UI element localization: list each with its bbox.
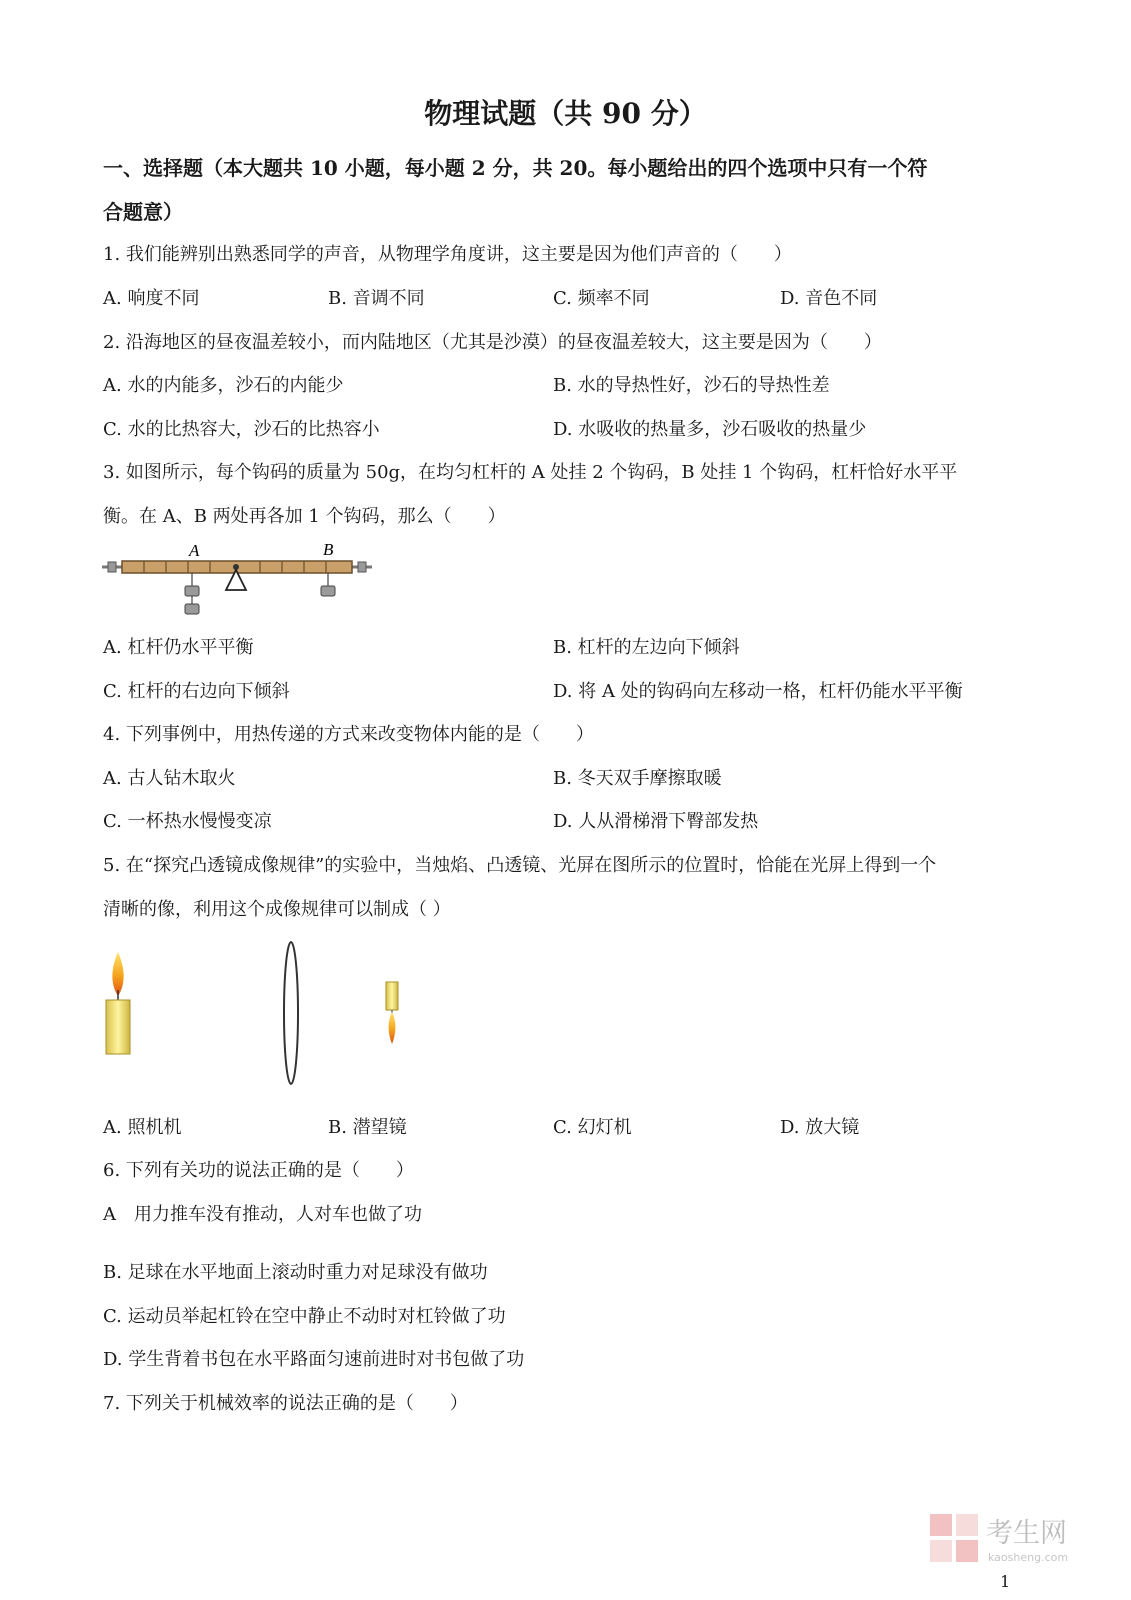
q5-option-d: D. 放大镜	[780, 1117, 860, 1138]
question-4-stem: 4. 下列事例中，用热传递的方式来改变物体内能的是（ ）	[103, 724, 594, 745]
question-5-stem-cont: 清晰的像，利用这个成像规律可以制成（ ）	[103, 899, 451, 920]
q6-option-d: D. 学生背着书包在水平路面匀速前进时对书包做了功	[103, 1349, 525, 1370]
q4-option-c: C. 一杯热水慢慢变凉	[103, 811, 272, 832]
q6-option-b: B. 足球在水平地面上滚动时重力对足球没有做功	[103, 1262, 488, 1283]
q2-option-c: C. 水的比热容大，沙石的比热容小	[103, 419, 380, 440]
candle-icon	[106, 952, 130, 1054]
page-number: 1	[1000, 1572, 1011, 1591]
q3-option-d: D. 将 A 处的钩码向左移动一格，杠杆仍能水平平衡	[553, 681, 963, 702]
question-5-stem: 5. 在“探究凸透镜成像规律”的实验中，当烛焰、凸透镜、光屏在图所示的位置时，恰能在光屏上得到一个	[103, 855, 937, 876]
question-7-stem: 7. 下列关于机械效率的说法正确的是（ ）	[103, 1393, 468, 1414]
section-heading: 一、选择题（本大题共 10 小题，每小题 2 分，共 20。每小题给出的四个选项中只有一个符	[103, 156, 928, 180]
q3-option-c: C. 杠杆的右边向下倾斜	[103, 681, 290, 702]
q2-option-a: A. 水的内能多，沙石的内能少	[103, 375, 344, 396]
q5-option-c: C. 幻灯机	[553, 1117, 632, 1138]
page-title: 物理试题（共 90 分）	[424, 97, 707, 130]
q2-option-d: D. 水吸收的热量多，沙石吸收的热量少	[553, 419, 867, 440]
q1-option-c: C. 频率不同	[553, 288, 650, 309]
question-3-stem-cont: 衡。在 A、B 两处再各加 1 个钩码，那么（ ）	[103, 506, 506, 527]
inverted-image-icon	[386, 982, 398, 1044]
lever-label-a: A	[189, 541, 200, 560]
q6-option-c: C. 运动员举起杠铃在空中静止不动时对杠铃做了功	[103, 1306, 506, 1327]
question-1-stem: 1. 我们能辨别出熟悉同学的声音，从物理学角度讲，这主要是因为他们声音的（ ）	[103, 244, 792, 265]
question-2-stem: 2. 沿海地区的昼夜温差较小，而内陆地区（尤其是沙漠）的昼夜温差较大，这主要是因为（ ）	[103, 332, 882, 353]
kaosheng-watermark	[928, 1508, 1088, 1568]
q4-option-d: D. 人从滑梯滑下臀部发热	[553, 811, 759, 832]
q1-option-b: B. 音调不同	[328, 288, 425, 309]
question-3-stem: 3. 如图所示，每个钩码的质量为 50g，在均匀杠杆的 A 处挂 2 个钩码，B 处挂 1 个钩码，杠杆恰好水平平	[103, 462, 958, 483]
q3-option-a: A. 杠杆仍水平平衡	[103, 637, 254, 658]
lever-label-b: B	[323, 540, 334, 559]
kaosheng-logo-icon	[930, 1514, 978, 1562]
q2-option-b: B. 水的导热性好，沙石的导热性差	[553, 375, 830, 396]
q4-option-b: B. 冬天双手摩擦取暖	[553, 768, 722, 789]
q5-option-a: A. 照机机	[103, 1117, 182, 1138]
question-6-stem: 6. 下列有关功的说法正确的是（ ）	[103, 1160, 414, 1181]
watermark-url: kaosheng.com	[988, 1551, 1069, 1564]
q1-option-d: D. 音色不同	[780, 288, 878, 309]
q1-option-a: A. 响度不同	[103, 288, 200, 309]
q6-option-a: A 用力推车没有推动，人对车也做了功	[103, 1204, 422, 1225]
section-heading-cont: 合题意）	[103, 200, 183, 224]
watermark-text: 考生网	[986, 1518, 1067, 1549]
lens-experiment-diagram	[98, 938, 418, 1090]
q4-option-a: A. 古人钻木取火	[103, 768, 236, 789]
lever-diagram	[100, 538, 380, 622]
q3-option-b: B. 杠杆的左边向下倾斜	[553, 637, 740, 658]
q5-option-b: B. 潜望镜	[328, 1117, 407, 1138]
convex-lens-icon	[284, 942, 298, 1084]
